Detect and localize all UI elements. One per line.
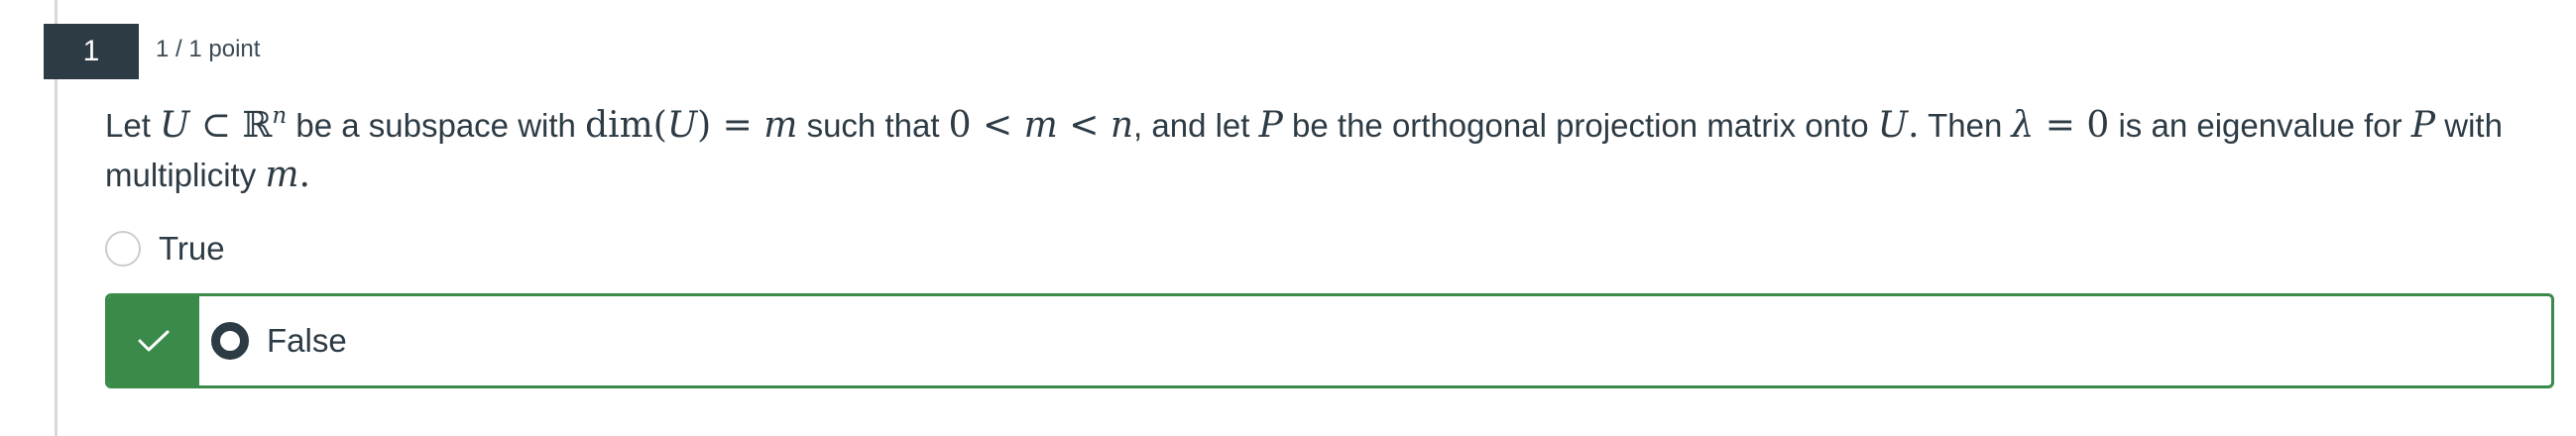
math-dim: dim( [585,105,667,146]
question-number-badge: 1 [44,24,139,79]
math-period: . [298,155,310,195]
question-text-part: , and let [1133,107,1259,144]
math-m: m [265,155,299,195]
math-P: P [2410,105,2436,146]
math-lambda: λ [2011,105,2035,146]
math-n: n [1110,105,1134,146]
math-equals: = [2034,105,2087,146]
math-zero: 0 [948,105,972,146]
math-paren: ) [697,105,712,146]
math-zero: 0 [2086,105,2110,146]
math-P: P [1258,105,1283,146]
radio-false-selected[interactable] [211,322,249,360]
math-equals: = [711,105,764,146]
question-text-part: is an eigenvalue for [2109,107,2411,144]
checkmark-icon [137,328,171,354]
math-m: m [763,105,798,146]
radio-true[interactable] [105,231,141,267]
option-true[interactable] [105,226,225,272]
question-text-part: be a subspace with [287,107,586,144]
math-U: U [666,105,698,146]
math-R: ℝ [242,105,273,146]
option-false-label: False [267,322,347,359]
math-less-than: < [971,105,1024,146]
question-text-let: Let [105,107,161,144]
question-points: 1 / 1 point [156,36,261,62]
math-less-than: < [1057,105,1111,146]
math-U: U [160,105,190,146]
option-false-correct[interactable] [105,293,2554,388]
math-subset: ⊂ [189,105,243,146]
math-period: . [1908,105,1920,146]
option-true-label: True [159,230,225,267]
question-text-part: Then [1919,107,2012,144]
correct-indicator [108,296,199,385]
question-text-part: such that [797,107,949,144]
question-text-part: be the orthogonal projection matrix onto [1282,107,1878,144]
question-text-part: with multiplicity [105,107,2503,193]
math-m: m [1023,105,1058,146]
math-n-superscript: n [272,103,288,129]
question-text [105,103,2554,198]
math-U: U [1877,105,1909,146]
